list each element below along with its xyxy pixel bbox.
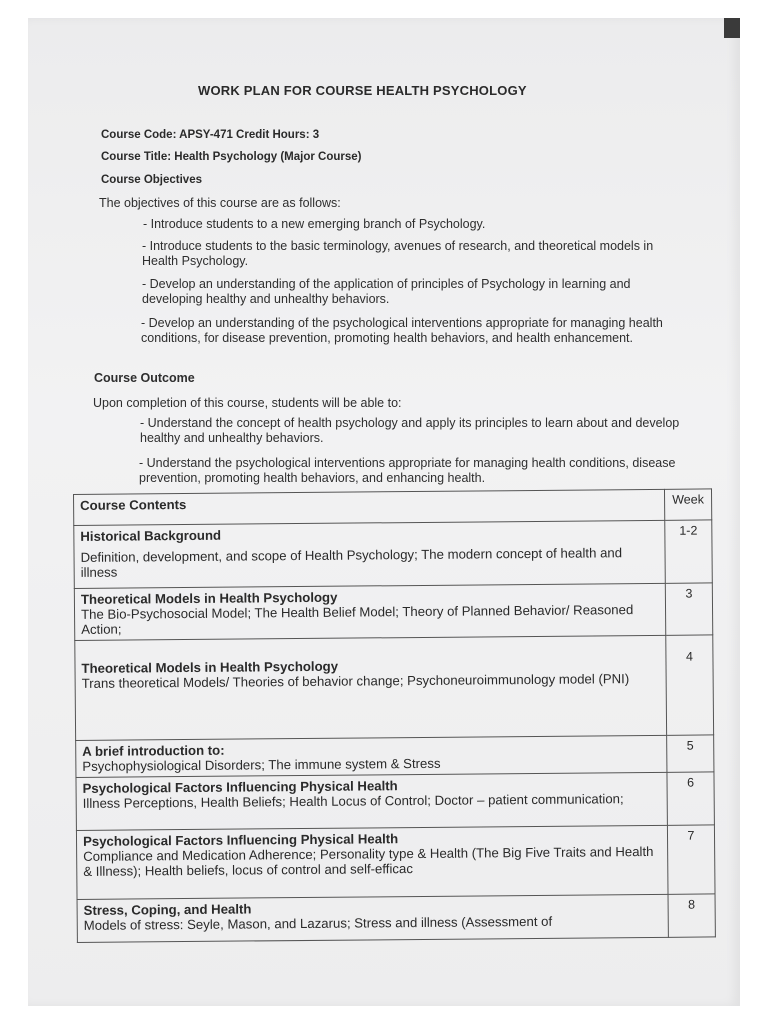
week-cell: [667, 825, 715, 894]
week-value: 4: [685, 649, 693, 664]
row-description: The Bio-Psychosocial Model; The Health Belief Model; Theory of Planned Behavior/ Reasoned Action;: [80, 602, 634, 637]
objectives-heading: Course Objectives: [101, 174, 202, 186]
objective-item: - Develop an understanding of the psychological interventions appropriate for managing health conditions, for disease prevention, promoting health behaviors, and health enhancement.: [141, 316, 663, 345]
header-contents-cell: [74, 489, 665, 525]
outcome-item: - Understand the concept of health psychology and apply its principles to learn about and develop healthy and unhealthy behaviors.: [140, 416, 680, 445]
header-week: Week: [672, 492, 704, 507]
row-title: Historical Background: [80, 527, 222, 544]
header-contents: Course Contents: [80, 497, 187, 513]
row-title: Stress, Coping, and Health: [83, 901, 252, 918]
row-description: Models of stress: Seyle, Mason, and Lazarus; Stress and illness (Assessment of: [83, 913, 553, 933]
contents-cell: [74, 520, 666, 588]
table-row: [74, 520, 713, 589]
row-description: Illness Perceptions, Health Beliefs; Health Locus of Control; Doctor – patient communication;: [82, 791, 624, 811]
week-value: 8: [688, 897, 696, 912]
week-cell: [665, 520, 713, 583]
objective-item: - Introduce students to the basic terminology, avenues of research, and theoretical models in Health Psychology.: [142, 239, 654, 268]
row-title: Psychological Factors Influencing Physical Health: [82, 831, 399, 849]
objective-item: - Introduce students to a new emerging branch of Psychology.: [143, 217, 486, 231]
paper-corner-shadow: [724, 18, 740, 38]
outcome-heading: Course Outcome: [94, 371, 195, 385]
week-value: 3: [685, 586, 693, 601]
week-cell: [667, 772, 714, 825]
week-value: 6: [686, 775, 695, 790]
contents-cell: [76, 825, 668, 899]
course-code-line: Course Code: APSY-471 Credit Hours: 3: [101, 129, 320, 141]
table-row: [76, 735, 714, 778]
table-row: [74, 583, 712, 641]
contents-cell: [75, 635, 667, 740]
contents-cell: [76, 735, 667, 777]
table-row: [76, 772, 714, 831]
week-value: 5: [686, 738, 694, 753]
week-cell: [665, 583, 712, 635]
week-value: 1-2: [679, 523, 698, 538]
row-title: A brief introduction to:: [82, 742, 225, 759]
outcome-intro: Upon completion of this course, students will be able to:: [93, 396, 402, 410]
row-description: Definition, development, and scope of Health Psychology; The modern concept of health and illness: [80, 545, 623, 580]
contents-cell: [74, 583, 665, 640]
row-title: Psychological Factors Influencing Physical Health: [82, 778, 398, 796]
contents-cell: [76, 772, 667, 830]
table-row: [77, 894, 715, 943]
header-week-cell: [664, 489, 711, 520]
row-title: Theoretical Models in Health Psychology: [81, 658, 339, 676]
row-title: Theoretical Models in Health Psychology: [80, 589, 338, 607]
row-description: Compliance and Medication Adherence; Personality type & Health (The Big Five Traits and Health & Illness); Health beliefs, locus of control and self-efficac: [83, 843, 654, 879]
week-value: 7: [687, 828, 695, 843]
course-title-line: Course Title: Health Psychology (Major Course): [101, 151, 362, 163]
row-description: Psychophysiological Disorders; The immune system & Stress: [82, 755, 441, 774]
week-cell: [666, 635, 714, 735]
table-row: [75, 635, 714, 741]
contents-cell: [77, 894, 668, 942]
table-row: [76, 825, 715, 900]
course-contents-table: [73, 488, 716, 943]
row-description: Trans theoretical Models/ Theories of behavior change; Psychoneuroimmunology model (PNI): [81, 671, 630, 691]
outcome-item: - Understand the psychological interventions appropriate for managing health conditions, disease prevention, promoting health behaviors, and enhancing health.: [139, 456, 676, 485]
week-cell: [668, 894, 715, 937]
objective-item: - Develop an understanding of the application of principles of Psychology in learning and developing healthy and unhealthy behaviors.: [142, 277, 631, 306]
document-title: WORK PLAN FOR COURSE HEALTH PSYCHOLOGY: [198, 83, 527, 98]
objectives-intro: The objectives of this course are as follows:: [99, 196, 341, 210]
week-cell: [667, 735, 714, 772]
